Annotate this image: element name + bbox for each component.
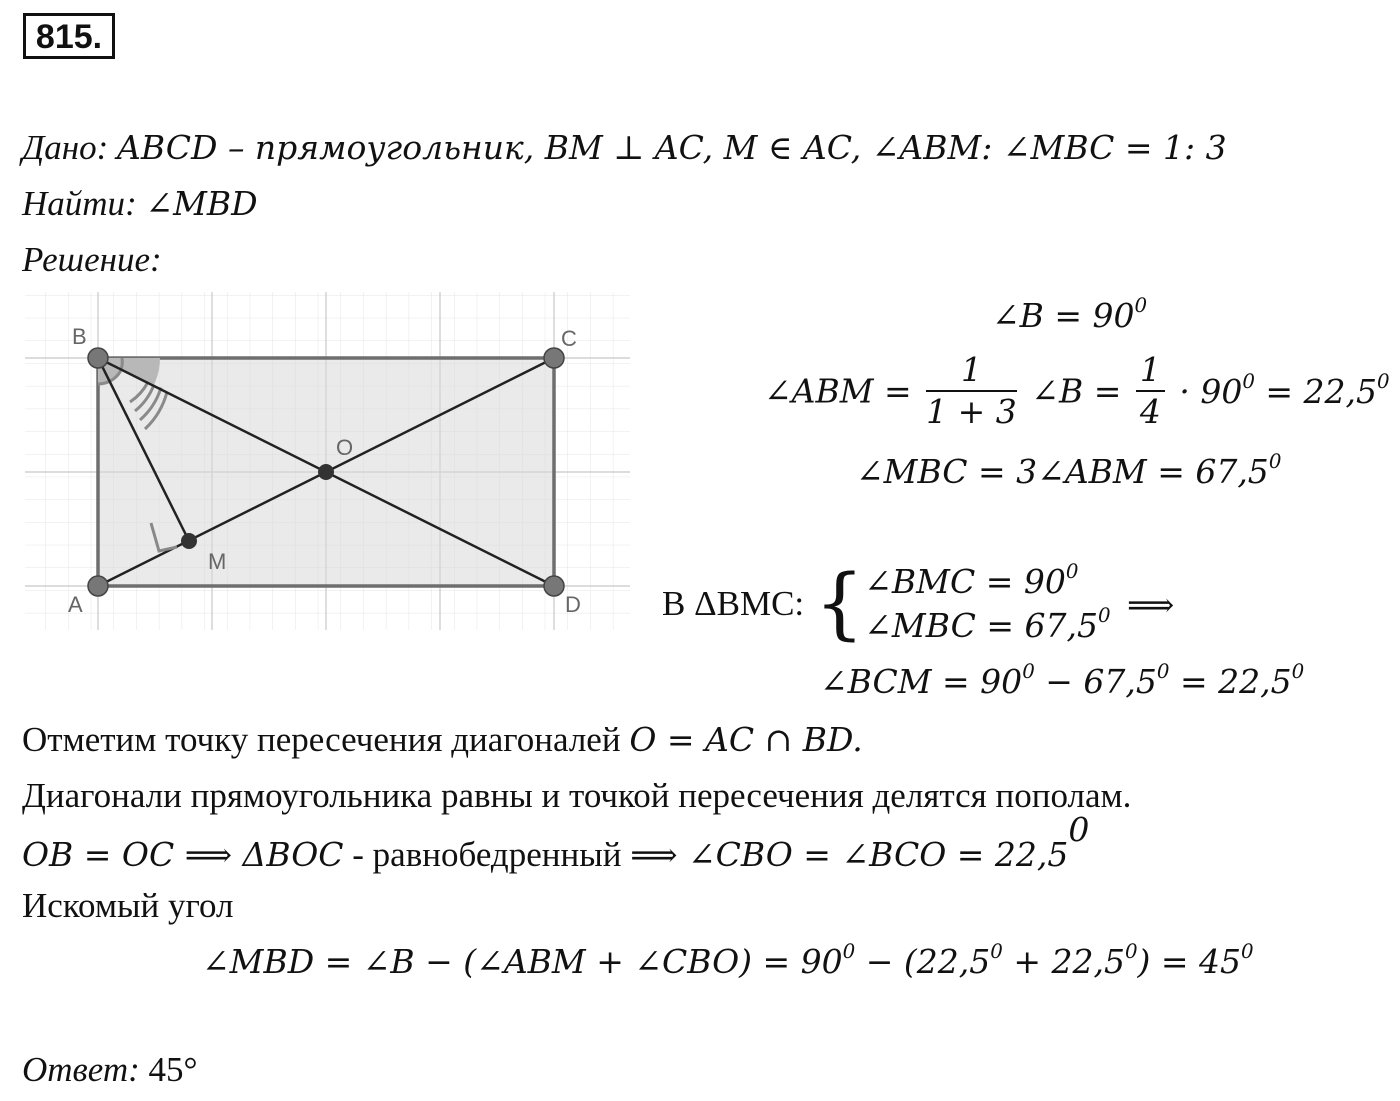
calc-triangle-bmc-system: В ΔBMC: { ∠BMC = $90^0$ ∠MBC = $67,5^0$ ⟹ [662, 559, 1175, 649]
calc-angle-mbc: ∠MBC = 3∠ABM = $67,5^0$ [856, 450, 1282, 491]
given-label: Дано [22, 128, 97, 167]
label-a: A [68, 592, 83, 617]
point-o [318, 464, 334, 480]
label-c: C [561, 326, 577, 351]
calc-angle-b: ∠B = $90^0$ [992, 294, 1148, 335]
calc-angle-abm: ∠ABM = $\frac{1}{1 + 3}$ ∠B = $\frac{1}{4}$ · $90^0 = 22,5^0$ [764, 350, 1390, 431]
answer-label: Ответ [22, 1050, 129, 1089]
rectangle-figure [25, 292, 635, 632]
diagonals-line: Диагонали прямоугольника равны и точкой пересечения делятся пополам. [22, 776, 1132, 815]
label-o: O [336, 435, 354, 460]
solution-label: Решение [22, 240, 151, 279]
problem-number: 815. [23, 13, 115, 59]
point-m [181, 533, 197, 549]
find-line: Найти: ∠MBD [22, 184, 258, 223]
ob-oc-line: OB = OC ⟹ ΔBOC - равнобедренный ⟹ ∠CBO = ∠BCO = $22,5^0$ [22, 810, 1090, 874]
answer-line: Ответ: 45° [22, 1050, 198, 1089]
label-b: B [72, 324, 87, 349]
fraction-1-over-4: $\frac{1}{4}$ [1136, 350, 1165, 432]
system-brace: { [814, 559, 865, 649]
find-text: ∠MBD [145, 184, 258, 223]
sought-angle-line: Искомый угол [22, 886, 234, 925]
find-label: Найти [22, 184, 126, 223]
system-lines: ∠BMC = $90^0$ ∠MBC = $67,5^0$ [864, 560, 1111, 645]
fraction-1-over-4parts: $\frac{1}{1 + 3}$ [926, 350, 1017, 431]
final-computation: ∠MBD = ∠B − (∠ABM + ∠CBO) = $90^0 - (22,5^0 + 22,5^0) = 45^0$ [202, 940, 1254, 981]
solution-line: Решение: [22, 240, 162, 279]
given-line: Дано: ABCD – прямоугольник, BM ⊥ AC, M ∈ AC, ∠ABM: ∠MBC = 1: 3 [22, 128, 1227, 167]
given-text: ABCD – прямоугольник, BM ⊥ AC, M ∈ AC, ∠ABM: ∠MBC = 1: 3 [117, 128, 1227, 167]
label-d: D [565, 592, 581, 617]
answer-value: 45° [148, 1050, 198, 1089]
label-m: M [208, 549, 227, 574]
mark-point-line: Отметим точку пересечения диагоналей O = AC ∩ BD. [22, 720, 863, 759]
calc-angle-bcm: ∠BCM = $90^0 - 67,5^0 = 22,5^0$ [820, 660, 1305, 701]
